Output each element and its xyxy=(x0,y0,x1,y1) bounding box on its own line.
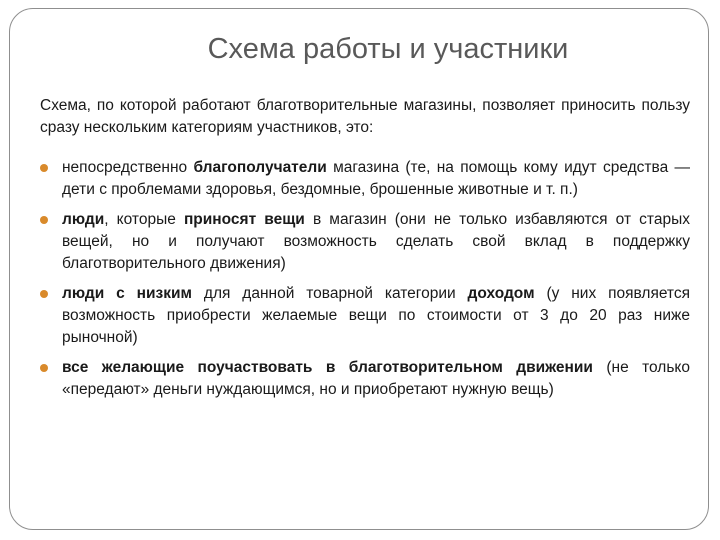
item-text: непосредственно xyxy=(62,159,194,176)
bullet-dot-icon xyxy=(40,364,48,372)
item-text: (не только «передают» деньги нуждающимся, но и приобретают нужную вещь) xyxy=(62,359,690,398)
slide-content xyxy=(40,95,690,409)
bullet-dot-icon xyxy=(40,290,48,298)
item-emphasis: люди с низким xyxy=(62,285,193,302)
item-emphasis: люди xyxy=(62,211,105,228)
list-item xyxy=(40,357,690,401)
item-text: , которые xyxy=(104,211,184,228)
item-text: для данной товарной категории xyxy=(192,285,468,302)
list-item xyxy=(40,283,690,349)
item-emphasis: приносят вещи xyxy=(183,211,305,228)
item-text: в магазин (они не только избавляются от старых вещей, но и получают возможность сделать свой вклад в поддержку благотворительного движения) xyxy=(62,211,690,272)
item-emphasis: благополучатели xyxy=(193,159,327,176)
item-text: (у них появляется возможность приобрести желаемые вещи по стоимости от 3 до 20 раз ниже рыночной) xyxy=(62,285,691,346)
bullet-dot-icon xyxy=(40,164,48,172)
item-emphasis: доходом xyxy=(467,285,535,302)
slide-title: Схема работы и участники xyxy=(207,33,569,65)
item-text: магазина (те, на помощь кому идут средства — дети с проблемами здоровья, бездомные, брошенные животные и т. п.) xyxy=(62,159,690,198)
slide xyxy=(9,8,709,530)
bullet-dot-icon xyxy=(40,216,48,224)
item-emphasis: все желающие поучаствовать в благотворительном движении xyxy=(62,359,593,376)
intro-paragraph: Схема, по которой работают благотворительные магазины, позволяет приносить пользу сразу нескольким категориям участников, это: xyxy=(40,97,690,136)
list-item xyxy=(40,157,690,201)
bullet-list xyxy=(40,157,690,401)
list-item xyxy=(40,209,690,275)
